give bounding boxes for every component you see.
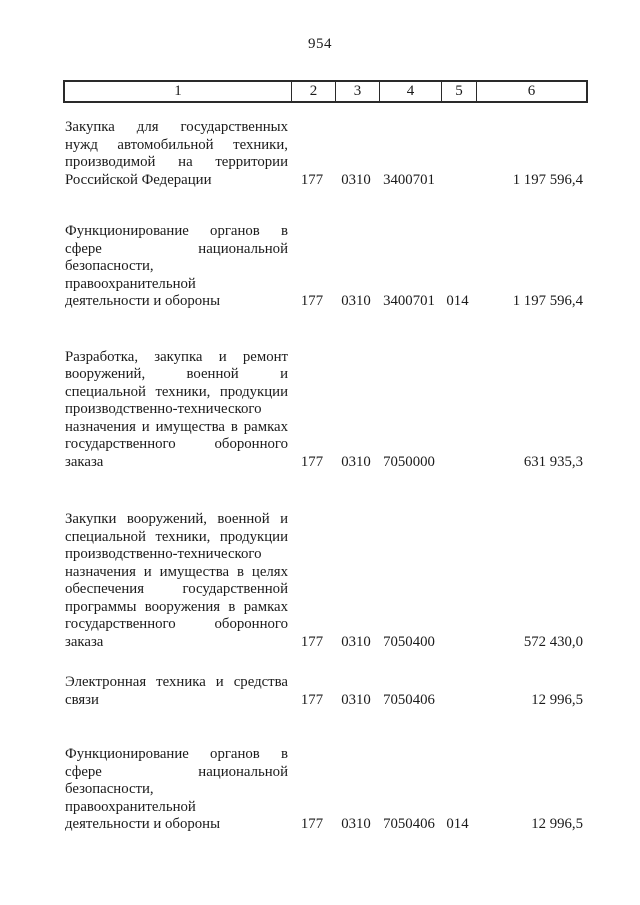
description-line: нужд автомобильной техники, xyxy=(65,136,288,153)
cell-chapter-code: 177 xyxy=(300,691,324,708)
cell-section-code: 0310 xyxy=(341,453,371,470)
header-cell-4: 4 xyxy=(380,82,442,101)
description-line: Закупка для государственных xyxy=(65,119,288,135)
description-line: специальной техники, продукции xyxy=(65,528,288,545)
cell-amount: 12 996,5 xyxy=(531,816,583,832)
cell-section-code: 0310 xyxy=(341,171,371,188)
row-description xyxy=(63,119,290,189)
header-cell-3: 3 xyxy=(336,82,380,101)
description-line: безопасности, xyxy=(65,781,154,797)
description-line: специальной техники, продукции xyxy=(65,383,288,400)
cell-chapter-code: 177 xyxy=(300,816,324,832)
cell-target-item-code: 7050406 xyxy=(383,691,435,708)
table-row xyxy=(63,349,588,472)
description-line: назначения и имущества в рамках xyxy=(65,418,288,435)
description-line: производимой на территории xyxy=(65,154,288,170)
description-line: Российской Федерации xyxy=(65,171,212,188)
description-line: деятельности и обороны xyxy=(65,816,221,832)
table-row xyxy=(63,511,588,651)
description-line: назначения и имущества в целях xyxy=(65,563,288,580)
description-line: государственного оборонного xyxy=(65,436,288,452)
cell-section-code: 0310 xyxy=(341,633,371,650)
description-line: правоохранительной xyxy=(65,798,196,815)
cell-target-item-code: 3400701 xyxy=(383,293,435,309)
cell-target-item-code: 3400701 xyxy=(383,171,435,188)
cell-expense-type-code: 014 xyxy=(446,293,469,309)
cell-expense-type-code: 014 xyxy=(446,816,469,832)
description-line: заказа xyxy=(65,633,104,650)
cell-amount: 631 935,3 xyxy=(523,453,583,470)
header-cell-1: 1 xyxy=(65,82,292,101)
row-description xyxy=(63,674,290,709)
cell-amount: 12 996,5 xyxy=(531,691,583,708)
description-line: программы вооружения в рамках xyxy=(65,598,288,615)
description-line: связи xyxy=(65,691,99,708)
table-header-row xyxy=(63,80,588,103)
cell-section-code: 0310 xyxy=(341,691,371,708)
description-line: производственно-технического xyxy=(65,401,262,417)
table-row xyxy=(63,119,588,189)
description-line: сфере национальной xyxy=(65,240,288,257)
description-line: обеспечения государственной xyxy=(65,581,288,597)
description-line: Закупки вооружений, военной и xyxy=(65,511,288,527)
cell-target-item-code: 7050400 xyxy=(383,633,435,650)
table-row xyxy=(63,223,588,311)
cell-target-item-code: 7050406 xyxy=(383,816,435,832)
header-cell-2: 2 xyxy=(292,82,336,101)
header-cell-6: 6 xyxy=(527,83,536,99)
cell-amount: 1 197 596,4 xyxy=(512,171,583,188)
cell-chapter-code: 177 xyxy=(300,293,324,309)
description-line: безопасности, xyxy=(65,258,154,274)
description-line: сфере национальной xyxy=(65,763,288,780)
description-line: деятельности и обороны xyxy=(65,293,221,309)
cell-chapter-code: 177 xyxy=(300,633,324,650)
cell-section-code: 0310 xyxy=(341,816,371,832)
table-row xyxy=(63,674,588,709)
row-description xyxy=(63,349,290,472)
description-line: государственного оборонного xyxy=(65,616,288,632)
description-line: Функционирование органов в xyxy=(65,223,288,239)
row-description xyxy=(63,223,290,311)
cell-target-item-code: 7050000 xyxy=(383,453,435,470)
budget-table xyxy=(63,80,588,834)
header-cell-5: 5 xyxy=(442,82,477,101)
description-line: производственно-технического xyxy=(65,546,262,562)
description-line: заказа xyxy=(65,453,104,470)
description-line: Электронная техника и средства xyxy=(65,674,288,690)
page-number: 954 xyxy=(308,36,332,52)
cell-section-code: 0310 xyxy=(341,293,371,309)
description-line: правоохранительной xyxy=(65,275,196,292)
table-row xyxy=(63,746,588,834)
row-description xyxy=(63,511,290,651)
row-description xyxy=(63,746,290,834)
description-line: вооружений, военной и xyxy=(65,366,288,382)
cell-chapter-code: 177 xyxy=(300,453,324,470)
cell-amount: 572 430,0 xyxy=(523,633,583,650)
cell-amount: 1 197 596,4 xyxy=(512,293,583,309)
description-line: Функционирование органов в xyxy=(65,746,288,762)
cell-chapter-code: 177 xyxy=(300,171,324,188)
description-line: Разработка, закупка и ремонт xyxy=(65,348,288,365)
